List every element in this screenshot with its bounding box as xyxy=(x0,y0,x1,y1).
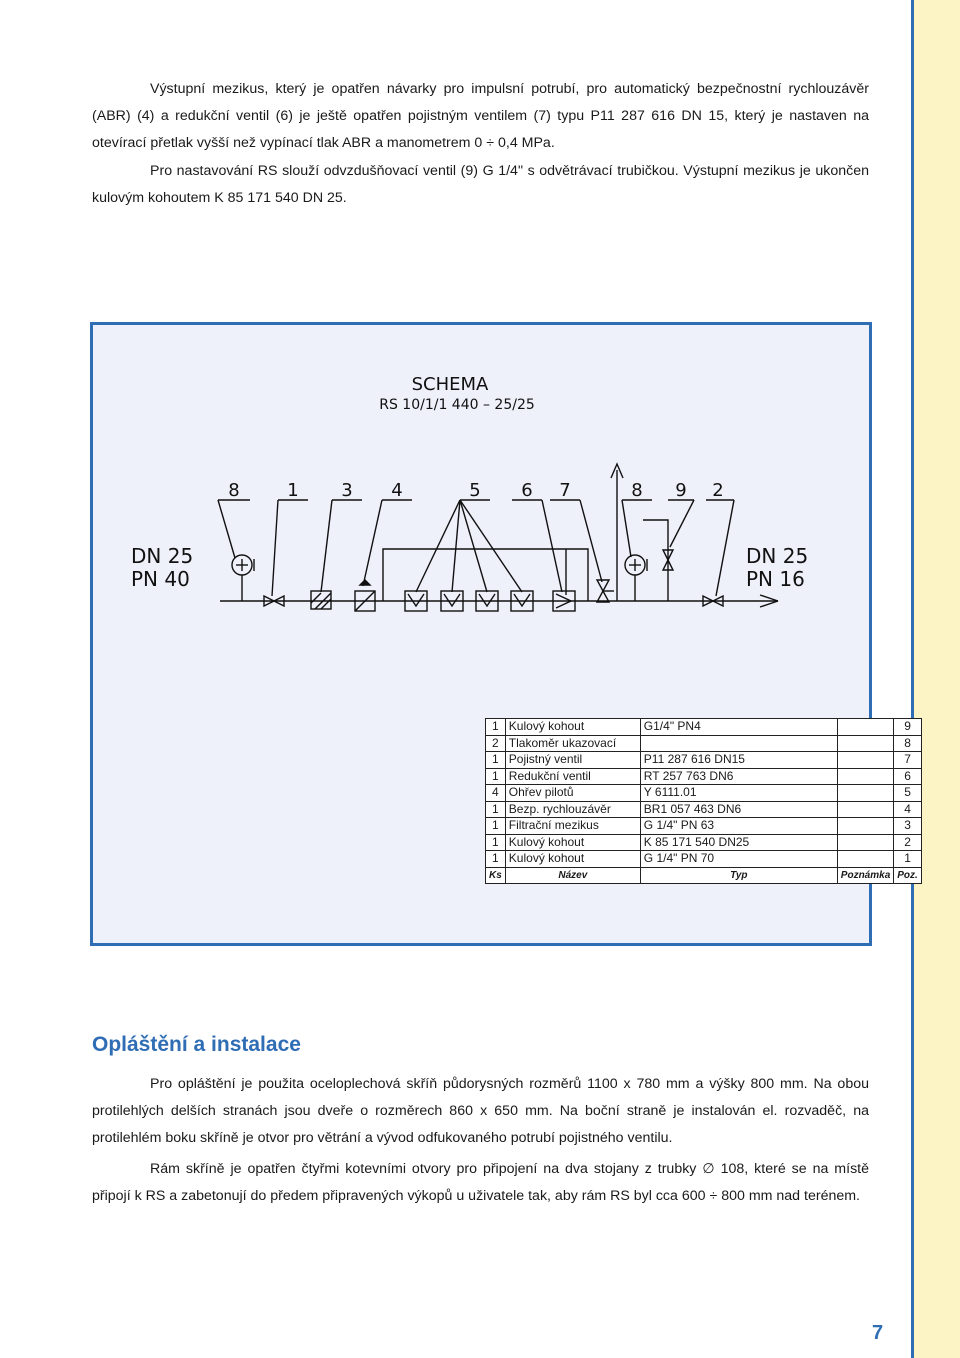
pos-label-2: 2 xyxy=(712,480,724,501)
cell-poznamka xyxy=(837,785,893,802)
outlet-dn: DN 25 xyxy=(746,544,809,568)
cell-ks: 1 xyxy=(486,834,506,851)
pos-label-1: 1 xyxy=(287,480,299,501)
section-text-1: Pro opláštění je použita oceloplechová skříň půdorysných rozměrů 1100 x 780 mm a výšky 800 mm. Na obou protilehlých delších stranách jsou dveře o rozměrech 860 x 650 mm. Na boční straně je instalován el. rozvaděč, na protilehlém boku skříně je otvor pro větrání a vývod odfukovaného potrubí pojistného ventilu. xyxy=(92,1076,869,1146)
section-heading: Opláštění a instalace xyxy=(92,1033,301,1056)
table-row xyxy=(486,818,922,835)
table-row xyxy=(486,801,922,818)
cell-ks: 2 xyxy=(486,735,506,752)
table-row xyxy=(486,752,922,769)
pos-label-8b: 8 xyxy=(631,480,643,501)
cell-typ: BR1 057 463 DN6 xyxy=(640,801,837,818)
inlet-dn: DN 25 xyxy=(131,544,194,568)
table-row xyxy=(486,768,922,785)
cell-typ: G 1/4" PN 63 xyxy=(640,818,837,835)
cell-poz: 6 xyxy=(894,768,922,785)
pos-label-6: 6 xyxy=(521,480,533,501)
cell-ks: 1 xyxy=(486,768,506,785)
cell-poznamka xyxy=(837,851,893,868)
table-row xyxy=(486,735,922,752)
pos-label-8a: 8 xyxy=(228,480,240,501)
schema-subtitle: RS 10/1/1 440 – 25/25 xyxy=(379,397,535,413)
intro-text-1: Výstupní mezikus, který je opatřen návarky pro impulsní potrubí, pro automatický bezpečnostní rychlouzávěr (ABR) (4) a redukční ventil (6) je ještě opatřen pojistným ventilem (7) typu P11 287 616 DN 15, který je nastaven na otevírací přetlak vyšší než vypínací tlak ABR a manometrem 0 ÷ 0,4 MPa. xyxy=(92,81,869,151)
cell-poznamka xyxy=(837,834,893,851)
cell-poznamka xyxy=(837,719,893,736)
header-ks: Ks xyxy=(486,867,506,884)
cell-typ: G 1/4" PN 70 xyxy=(640,851,837,868)
cell-poz: 4 xyxy=(894,801,922,818)
pos-label-9: 9 xyxy=(675,480,687,501)
cell-nazev: Kulový kohout xyxy=(505,719,640,736)
intro-text-2: Pro nastavování RS slouží odvzdušňovací ventil (9) G 1/4" s odvětrávací trubičkou. Výstupní mezikus je ukončen kulovým kohoutem K 85 171 540 DN 25. xyxy=(92,163,869,206)
cell-poz: 5 xyxy=(894,785,922,802)
cell-poz: 8 xyxy=(894,735,922,752)
cell-poz: 1 xyxy=(894,851,922,868)
table-row xyxy=(486,834,922,851)
cell-nazev: Bezp. rychlouzávěr xyxy=(505,801,640,818)
pos-label-7: 7 xyxy=(559,480,571,501)
cell-poz: 7 xyxy=(894,752,922,769)
page-number: 7 xyxy=(872,1322,884,1344)
table-row xyxy=(486,785,922,802)
inlet-pn: PN 40 xyxy=(131,567,190,591)
pos-label-3: 3 xyxy=(341,480,353,501)
outlet-pn: PN 16 xyxy=(746,567,805,591)
cell-typ: K 85 171 540 DN25 xyxy=(640,834,837,851)
cell-typ: RT 257 763 DN6 xyxy=(640,768,837,785)
pos-label-5: 5 xyxy=(469,480,481,501)
cell-typ: P11 287 616 DN15 xyxy=(640,752,837,769)
section-text-2: Rám skříně je opatřen čtyřmi kotevními otvory pro připojení na dva stojany z trubky ∅ 108, které se na místě připojí k RS a zabetonují do předem připravených výkopů u uživatele tak, aby rám RS byl cca 600 ÷ 800 mm nad terénem. xyxy=(92,1161,869,1204)
parts-table-header xyxy=(486,867,922,884)
cell-poznamka xyxy=(837,752,893,769)
cell-ks: 1 xyxy=(486,719,506,736)
header-nazev: Název xyxy=(505,867,640,884)
cell-ks: 1 xyxy=(486,752,506,769)
cell-nazev: Tlakoměr ukazovací xyxy=(505,735,640,752)
cell-ks: 1 xyxy=(486,818,506,835)
cell-nazev: Redukční ventil xyxy=(505,768,640,785)
header-typ: Typ xyxy=(640,867,837,884)
cell-nazev: Pojistný ventil xyxy=(505,752,640,769)
header-poznamka: Poznámka xyxy=(837,867,893,884)
cell-typ xyxy=(640,735,837,752)
cell-nazev: Filtrační mezikus xyxy=(505,818,640,835)
table-row xyxy=(486,719,922,736)
cell-ks: 4 xyxy=(486,785,506,802)
pos-label-4: 4 xyxy=(391,480,403,501)
cell-nazev: Kulový kohout xyxy=(505,834,640,851)
cell-poz: 2 xyxy=(894,834,922,851)
cell-poznamka xyxy=(837,801,893,818)
cell-nazev: Ohřev pilotů xyxy=(505,785,640,802)
cell-ks: 1 xyxy=(486,851,506,868)
cell-poz: 9 xyxy=(894,719,922,736)
parts-table xyxy=(485,718,922,884)
schema-title: SCHEMA xyxy=(411,374,489,395)
cell-poznamka xyxy=(837,768,893,785)
cell-typ: G1/4" PN4 xyxy=(640,719,837,736)
cell-poznamka xyxy=(837,735,893,752)
cell-typ: Y 6111.01 xyxy=(640,785,837,802)
cell-poznamka xyxy=(837,818,893,835)
cell-ks: 1 xyxy=(486,801,506,818)
table-row xyxy=(486,851,922,868)
section-paragraph-2 xyxy=(92,1156,869,1210)
cell-poz: 3 xyxy=(894,818,922,835)
cell-nazev: Kulový kohout xyxy=(505,851,640,868)
header-poz: Poz. xyxy=(894,867,922,884)
section-paragraph-1 xyxy=(92,1071,869,1152)
